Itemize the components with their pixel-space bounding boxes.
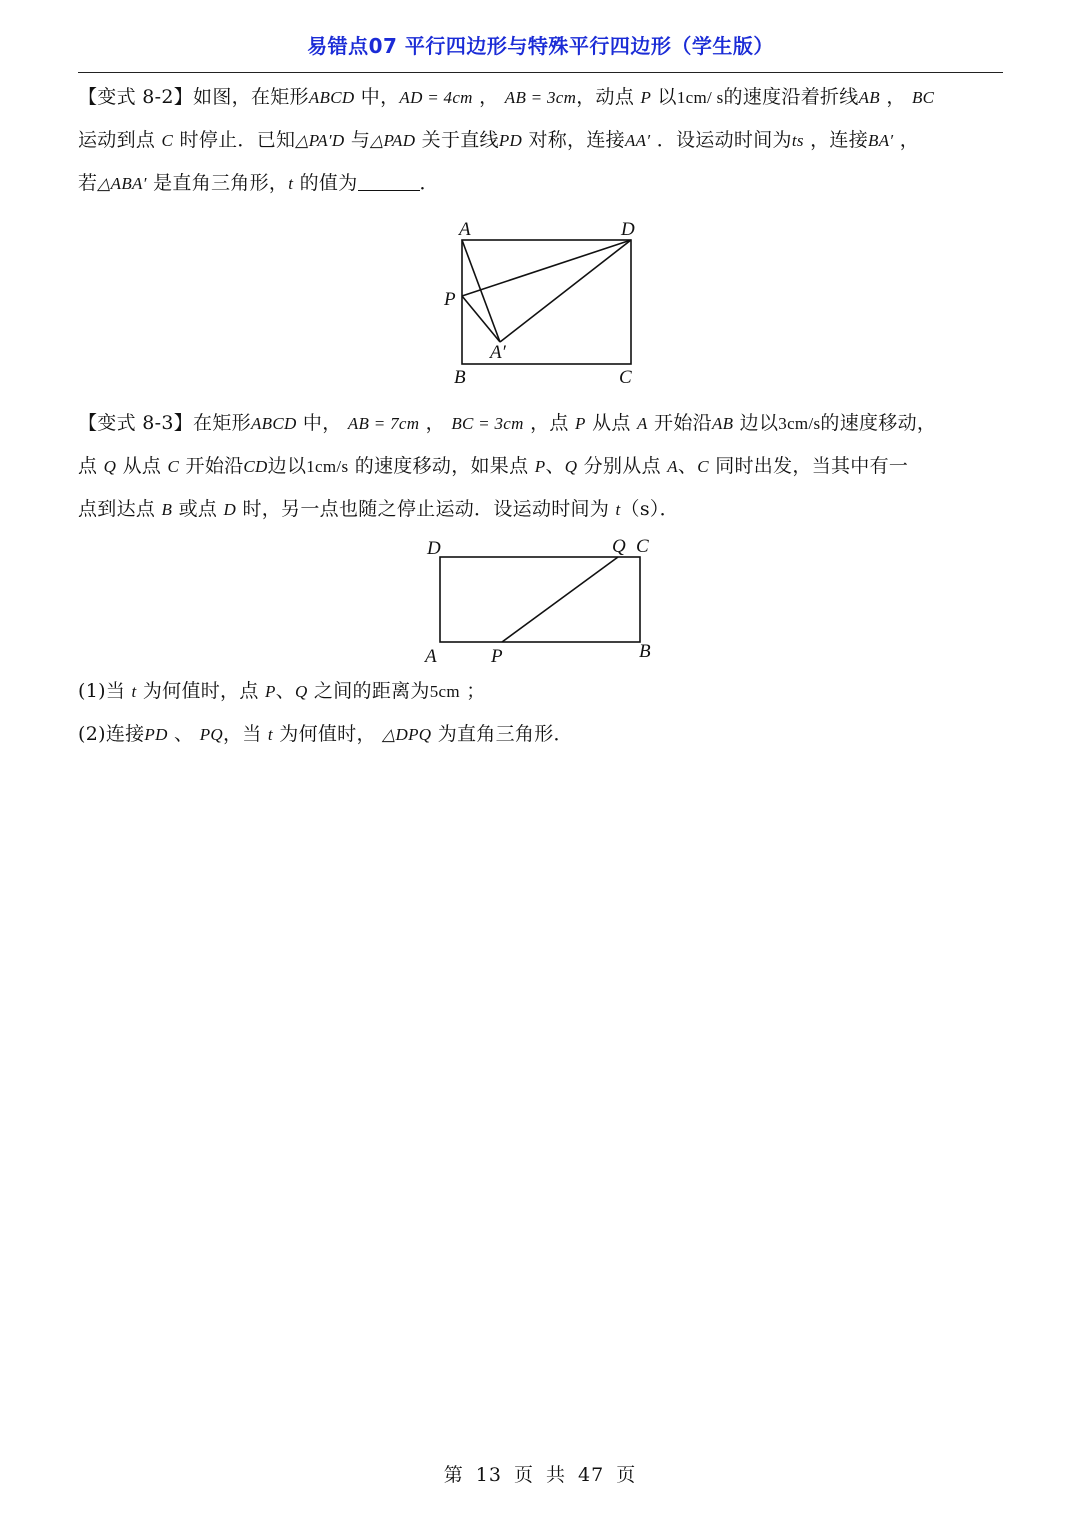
math: △ABA′ [97,174,147,193]
label-p: P [444,289,456,310]
math: P [265,682,276,701]
answer-blank [358,172,420,191]
text: 点 [78,455,98,477]
segment-pq [502,557,618,642]
text: ，动点 [576,86,635,108]
math: BA′ [868,131,894,150]
math: ABCD [308,88,355,107]
text: 点到达点 [78,498,156,520]
text: 的速度沿着折线 [723,86,859,108]
rect-abcd [462,240,631,364]
text: 开始沿 [185,455,244,477]
math: C [697,457,709,476]
text: ， [886,86,906,108]
problem-8-3-text [78,402,1003,531]
math: t [615,500,621,519]
text: ， [425,412,445,434]
text: ，当 [222,723,262,745]
text: 对称，连接 [528,129,625,151]
math: BC [911,88,935,107]
math: 1cm/ s [676,88,724,107]
text: 第 [443,1464,464,1486]
text: ，点 [530,412,569,434]
math: Q [295,682,308,701]
math: AB = 7cm [347,414,420,433]
math: P [575,414,586,433]
text: （s）． [620,498,679,520]
text: 的速度移动， [820,412,937,434]
math: B [161,500,173,519]
figure-8-3 [420,528,670,670]
segment-a-a-prime [462,240,500,342]
math: CD [243,457,268,476]
math: △PA′D [295,131,345,150]
math: ABCD [250,414,297,433]
text: ，连接 [810,129,869,151]
text: ， [899,129,920,151]
header-divider [78,72,1003,73]
text: 与 [350,129,371,151]
text: 为何值时，点 [142,680,259,702]
math: C [161,131,174,150]
text: 页 [616,1464,637,1486]
rect-abcd [440,557,640,642]
label-p: P [491,646,503,667]
math: △DPQ [382,725,432,744]
text: ．设运动时间为 [656,129,792,151]
math: BC = 3cm [451,414,524,433]
problem-8-3-line-3 [78,488,1003,531]
text: 的速度移动，如果点 [354,455,529,477]
text: 是直角三角形， [153,172,289,194]
text: 中， [360,86,400,108]
page-number: 13 [475,1464,502,1486]
text: 以 [657,86,677,108]
math: AD = 4cm [399,88,473,107]
math: C [167,457,180,476]
math: ts [791,131,804,150]
text: 在矩形 [193,412,251,434]
math: A [637,414,648,433]
label-b: B [454,367,466,388]
math: t [131,682,137,701]
text: ． [419,172,439,194]
label-c: C [636,536,649,557]
segment-pd [462,240,631,296]
text: 运动到点 [78,129,156,151]
text: 、 [174,723,194,745]
problem-8-2-line-2 [78,119,1003,162]
problem-8-3-line-1 [78,402,1003,445]
label-a: A [459,219,471,240]
text: 若 [78,172,98,194]
question-1 [78,670,1003,713]
label-d: D [621,219,635,240]
label-a: A [425,646,437,667]
problem-8-2-line-3 [78,162,1003,205]
text: 如图，在矩形 [193,86,309,108]
label-d: D [427,538,441,559]
math: 3cm/s [778,414,821,433]
math: PD [498,131,523,150]
text: 之间的距离为 [313,680,430,702]
segment-pa-prime [462,296,500,342]
text: 时，另一点也随之停止运动．设运动时间为 [242,498,610,520]
page-footer [0,1460,1080,1487]
text: 的值为 [299,172,358,194]
label-a-prime: A′ [490,342,506,363]
text: ， [479,86,499,108]
text: 同时出发，当其中有一 [715,455,909,477]
math: 5cm [429,682,460,701]
label-q: Q [612,536,626,557]
math: Q [564,457,578,476]
question-2 [78,713,1003,756]
math: 1cm/s [306,457,349,476]
text: 为直角三角形． [437,723,573,745]
page-header-title: 易错点07 平行四边形与特殊平行四边形（学生版） [307,34,774,58]
label-b: B [639,641,651,662]
text: 关于直线 [421,129,499,151]
total-pages: 47 [578,1464,605,1486]
math: Q [103,457,117,476]
text: 从点 [592,412,631,434]
text: (1)当 [78,680,126,702]
text: 、 [677,455,698,477]
text: 分别从点 [583,455,661,477]
text: 时停止．已知 [179,129,296,151]
figure-8-2 [430,212,660,394]
text: 中， [302,412,342,434]
text: 共 [546,1464,567,1486]
text: (2)连接 [78,723,145,745]
math: PD [144,725,168,744]
math: D [223,500,237,519]
problem-8-3-questions [78,670,1003,756]
segment-a-prime-d [500,240,631,342]
math: A [667,457,678,476]
text: ； [466,680,486,702]
text: 、 [545,455,565,477]
math: AB [858,88,880,107]
label-c: C [619,367,632,388]
text: 开始沿 [654,412,712,434]
math: t [267,725,273,744]
text: 为何值时， [279,723,376,745]
math: △PAD [370,131,416,150]
text: 、 [275,680,295,702]
problem-8-2-text [78,76,1003,205]
math: AB [711,414,734,433]
text: 从点 [122,455,162,477]
problem-8-3-line-2 [78,445,1003,488]
problem-tag: 【变式 8-2】 [78,86,194,108]
text: 边以 [267,455,307,477]
math: AA′ [624,131,651,150]
problem-tag: 【变式 8-3】 [78,412,194,434]
math: PQ [199,725,223,744]
text: 页 [513,1464,534,1486]
math: t [288,174,294,193]
math: AB = 3cm [504,88,577,107]
math: P [640,88,652,107]
text: 边以 [739,412,779,434]
math: P [534,457,546,476]
problem-8-2-line-1 [78,76,1003,119]
text: 或点 [178,498,218,520]
